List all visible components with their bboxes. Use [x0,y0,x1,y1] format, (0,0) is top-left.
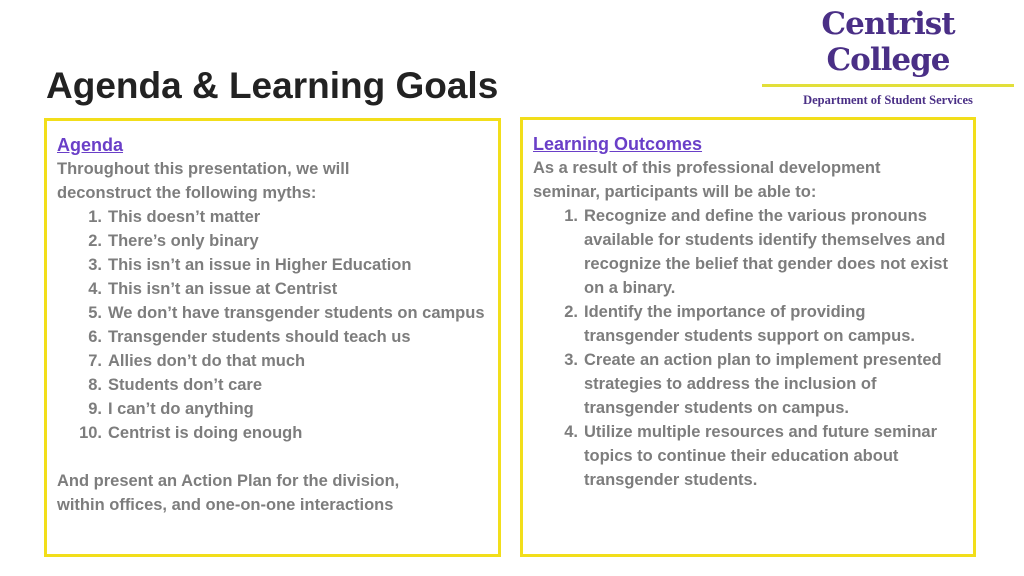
list-item-number: 9. [88,400,102,418]
list-item [57,205,488,229]
list-item-text: Create an action plan to implement presented strategies to address the inclusion of transgender students on campus. [584,351,942,417]
list-item-number: 7. [88,352,102,370]
agenda-heading: Agenda [57,135,124,155]
list-item-text: We don’t have transgender students on campus [108,304,485,322]
logo-college-name: Centrist College [821,6,955,78]
agenda-intro-line-1: Throughout this presentation, we will [57,160,350,178]
list-item-text: There’s only binary [108,232,259,250]
list-item-number: 2. [564,303,578,321]
list-item-number: 10. [79,424,102,442]
page-title: Agenda & Learning Goals [46,65,499,106]
agenda-closing-line-2: within offices, and one-on-one interactions [57,496,394,514]
list-item-text: Centrist is doing enough [108,424,303,442]
list-item-number: 1. [564,207,578,225]
spacer [57,445,488,469]
list-item [533,348,963,420]
list-item-number: 4. [564,423,578,441]
outcomes-intro-line-1: As a result of this professional development [533,159,881,177]
list-item-number: 5. [88,304,102,322]
list-item-text: Utilize multiple resources and future seminar topics to continue their education about transgender students. [584,423,938,489]
list-item-text: Identify the importance of providing transgender students support on campus. [584,303,915,345]
list-item [57,349,488,373]
outcomes-intro-line-2: seminar, participants will be able to: [533,183,817,201]
list-item [57,325,488,349]
list-item-text: This isn’t an issue in Higher Education [108,256,412,274]
list-item-number: 3. [88,256,102,274]
list-item [57,301,488,325]
list-item [533,300,963,348]
agenda-intro-line-2: deconstruct the following myths: [57,184,317,202]
list-item-number: 4. [88,280,102,298]
list-item-text: I can’t do anything [108,400,254,418]
list-item-number: 3. [564,351,578,369]
list-item-number: 1. [88,208,102,226]
list-item-text: This doesn’t matter [108,208,261,226]
logo-divider [762,84,1014,87]
list-item [533,420,963,492]
logo-department-name: Department of Student Services [803,93,973,107]
list-item-number: 6. [88,328,102,346]
list-item-number: 8. [88,376,102,394]
list-item [57,229,488,253]
list-item-text: Allies don’t do that much [108,352,306,370]
agenda-closing-line-1: And present an Action Plan for the division, [57,472,400,490]
list-item [57,421,488,445]
list-item [57,373,488,397]
learning-outcomes-box [520,117,976,557]
list-item [57,253,488,277]
agenda-box [44,118,501,557]
learning-outcomes-heading: Learning Outcomes [533,134,703,154]
list-item [57,397,488,421]
list-item-text: Recognize and define the various pronouns available for students identify themselves and recognize the belief that gender does not exist on a binary. [584,207,948,297]
college-logo [762,6,1014,107]
list-item [533,204,963,300]
list-item [57,277,488,301]
list-item-text: This isn’t an issue at Centrist [108,280,338,298]
learning-outcomes-list [533,204,963,492]
agenda-myth-list [57,205,488,445]
list-item-text: Students don’t care [108,376,263,394]
list-item-text: Transgender students should teach us [108,328,411,346]
list-item-number: 2. [88,232,102,250]
